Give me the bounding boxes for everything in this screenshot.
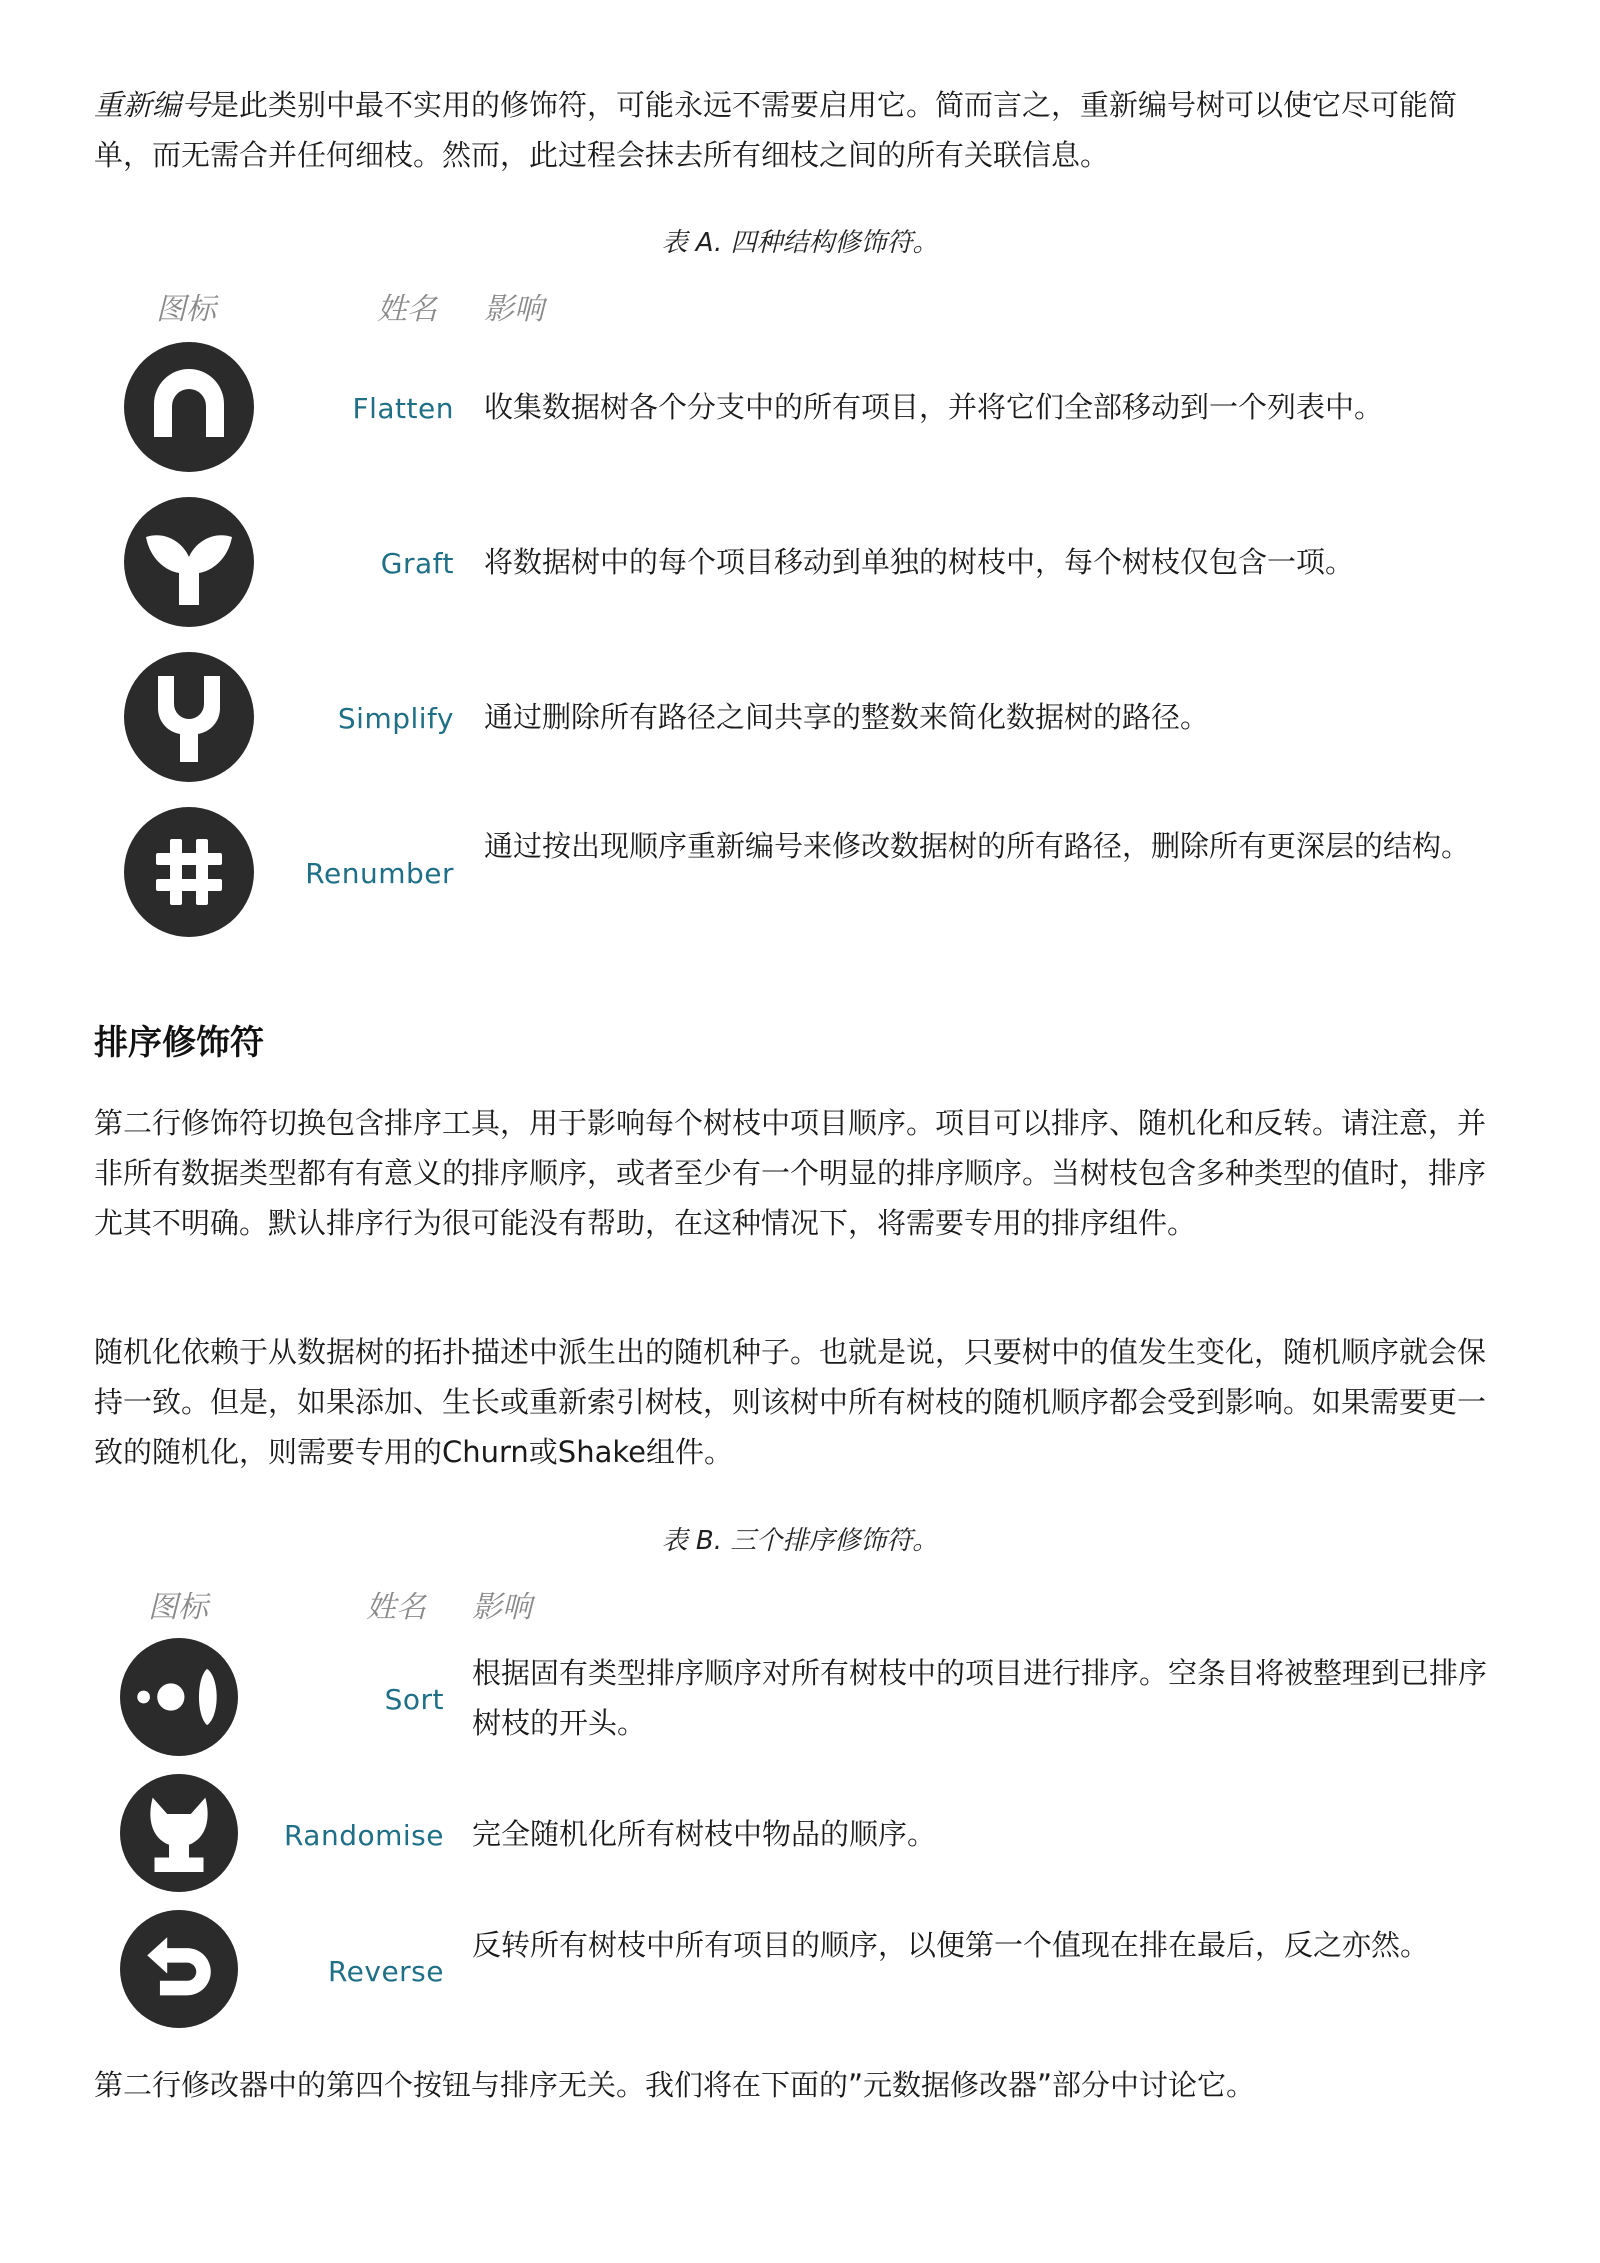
closing-paragraph: 第二行修改器中的第四个按钮与排序无关。我们将在下面的”元数据修改器”部分中讨论它。 [94,2068,1256,2102]
table-b-name-randomise: Randomise [283,1819,444,1852]
intro-term: 重新编号 [94,88,211,122]
table-a-effect-simplify: 通过删除所有路径之间共享的整数来简化数据树的路径。 [484,700,1210,734]
section-title: 排序修饰符 [94,1023,264,1063]
randomise-icon [120,1774,238,1892]
sort-icon [120,1638,238,1756]
table-b-row-randomise [94,1774,1524,1894]
table-a-name-flatten: Flatten [352,392,454,425]
intro-paragraph [94,80,1514,180]
table-a-caption: 表 A. 四种结构修饰符。 [661,228,939,258]
table-a-row-graft [94,497,1524,627]
table-a-effect-renumber: 通过按出现顺序重新编号来修改数据树的所有路径，删除所有更深层的结构。 [484,829,1471,863]
table-b-effect-sort: 根据固有类型排序顺序对所有树枝中的项目进行排序。空条目将被整理到已排序树枝的开头。 [472,1656,1488,1740]
table-b-name-reverse: Reverse [327,1955,444,1988]
table-a-name-graft: Graft [380,547,454,580]
table-a-header-icon: 图标 [156,292,216,327]
table-a-row-flatten [94,342,1524,472]
reverse-icon [120,1910,238,2028]
section-paragraph-1: 第二行修饰符切换包含排序工具，用于影响每个树枝中项目顺序。项目可以排序、随机化和反转。请注意，并非所有数据类型都有有意义的排序顺序，或者至少有一个明显的排序顺序。当树枝包含多种类型的值时，排序尤其不明确。默认排序行为很可能没有帮助，在这种情况下，将需要专用的排序组件。 [94,1106,1487,1240]
simplify-icon [124,652,254,782]
table-b [94,1578,1524,2038]
table-b-caption: 表 B. 三个排序修饰符。 [661,1526,939,1556]
table-a-effect-graft: 将数据树中的每个项目移动到单独的树枝中，每个树枝仅包含一项。 [484,545,1355,579]
table-b-effect-randomise: 完全随机化所有树枝中物品的顺序。 [472,1817,937,1851]
table-a-row-renumber [94,807,1524,937]
table-b-header-effect: 影响 [472,1590,532,1625]
table-b-row-sort [94,1638,1524,1758]
table-a-name-renumber: Renumber [305,857,454,890]
table-b-effect-reverse: 反转所有树枝中所有项目的顺序，以便第一个值现在排在最后，反之亦然。 [472,1928,1430,1962]
table-a-name-simplify: Simplify [337,702,454,735]
table-b-row-reverse [94,1910,1524,2030]
table-a [94,280,1524,940]
flatten-icon [124,342,254,472]
table-b-header-icon: 图标 [148,1590,208,1625]
intro-text: 是此类别中最不实用的修饰符，可能永远不需要启用它。简而言之，重新编号树可以使它尽可能简单，而无需合并任何细枝。然而，此过程会抹去所有细枝之间的所有关联信息。 [94,88,1458,172]
table-a-header-effect: 影响 [484,292,544,327]
table-b-name-sort: Sort [384,1683,444,1716]
table-a-effect-flatten: 收集数据树各个分支中的所有项目，并将它们全部移动到一个列表中。 [484,390,1384,424]
graft-icon [124,497,254,627]
renumber-icon [124,807,254,937]
table-a-row-simplify [94,652,1524,782]
table-b-header-name: 姓名 [366,1590,426,1625]
table-a-header-name: 姓名 [377,292,437,327]
section-paragraph-2: 随机化依赖于从数据树的拓扑描述中派生出的随机种子。也就是说，只要树中的值发生变化，随机顺序就会保持一致。但是，如果添加、生长或重新索引树枝，则该树中所有树枝的随机顺序都会受到影响。如果需要更一致的随机化，则需要专用的Churn或Shake组件。 [94,1335,1487,1469]
